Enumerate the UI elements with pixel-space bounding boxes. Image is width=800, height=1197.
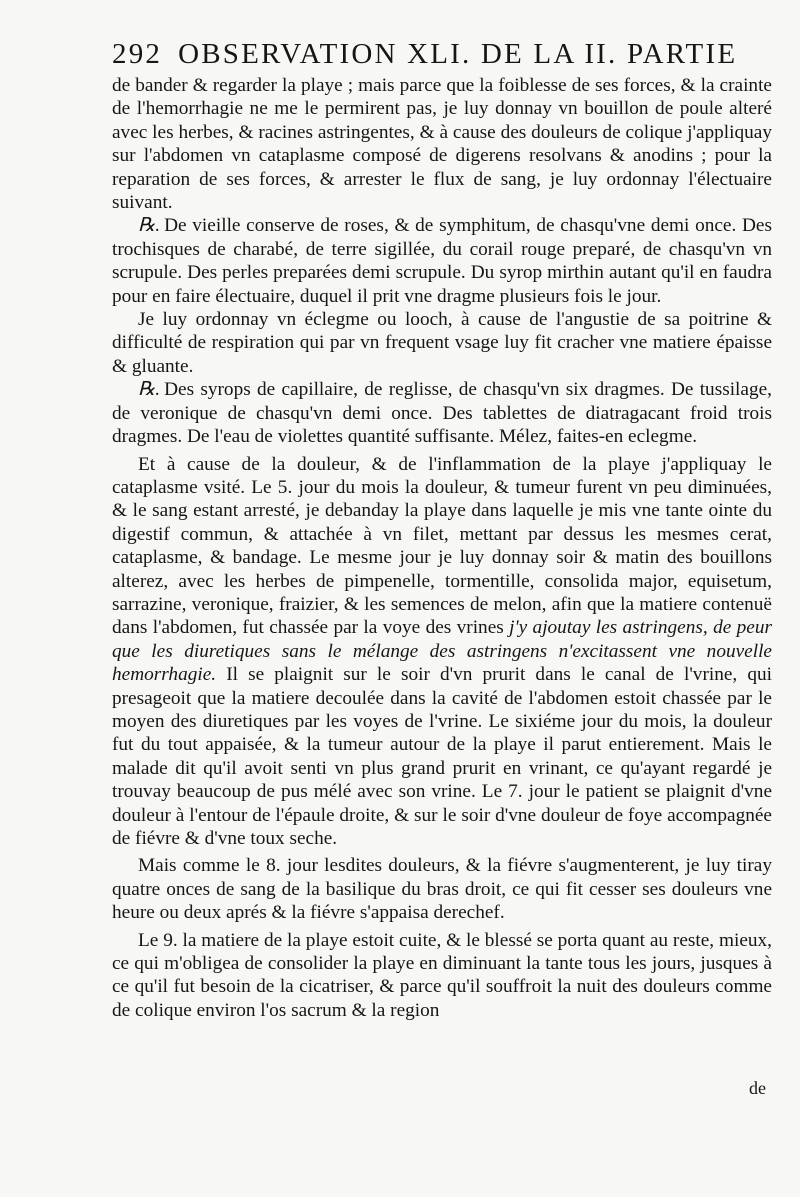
page-header	[112, 34, 772, 74]
italic-note: j'y ajoutay les astringens, de peur que les diuretiques sans le mélange des astringens n'excitassent vne nouvelle hemorrhagie.	[112, 617, 772, 686]
paragraph-3: Je luy ordonnay vn éclegme ou looch, à cause de l'angustie de sa poitrine & difficulté de respiration qui par vn frequent vsage luy fit cracher vne matiere épaisse & gluante.	[112, 309, 772, 377]
paragraph-5	[112, 453, 772, 851]
recipe-symbol: ℞.	[138, 215, 161, 237]
running-title: OBSERVATION XLI. DE LA II. PARTIE	[178, 38, 738, 70]
paragraph-5-text-b: Il se plaignit sur le soir d'vn prurit dans le canal de l'vrine, qui presageoit que la matiere decoulée dans la cavité de l'abdomen estoit chassée par le moyen des diuretiques par les voyes de l'vrine. Le sixiéme jour du mois, la douleur fut du tout appaisée, & la tumeur autour de la playe il parut entierement. Mais le malade dit qu'il avoit senti vn plus grand prurit en vrinant, ce qu'ayant regardé je trouvay beaucoup de pus mélé avec son vrine. Le 7. jour le patient se plaignit d'vne douleur à l'entour de l'épaule droite, & sur le soir d'vne douleur de foye accompagnée de fiévre & d'vne toux seche.	[112, 664, 772, 849]
paragraph-4-prescription	[112, 378, 772, 448]
paragraph-6: Mais comme le 8. jour lesdites douleurs, & la fiévre s'augmenterent, je luy tiray quatre onces de sang de la basilique du bras droit, ce qui fit cesser ses douleurs vne heure ou deux aprés & la fiévre s'appaisa derechef.	[112, 855, 772, 924]
paragraph-7: Le 9. la matiere de la playe estoit cuite, & le blessé se porta quant au reste, mieux, ce qui m'obligea de consolider la playe en diminuant la tante tous les jours, jusques à ce qu'il fut besoin de la cicatriser, & parce qu'il souffroit la nuit des douleurs comme de colique environ l'os sacrum & la region	[112, 929, 772, 1021]
catchword: de	[749, 1078, 766, 1098]
paragraph-1: de bander & regarder la playe ; mais parce que la foiblesse de ses forces, & la crainte de l'hemorrhagie ne me le permirent pas, je luy donnay vn bouillon de poule alteré avec les herbes, & racines astringentes, & à cause des douleurs de colique j'appliquay sur l'abdomen vn cataplasme composé de digerens resolvans & anodins ; pour la reparation de ses forces, & arrester le flux de sang, je luy ordonnay l'électuaire suivant.	[112, 75, 772, 214]
page-number: 292	[112, 38, 163, 70]
prescription-text: De vieille conserve de roses, & de symphitum, de chasqu'vne demi once. Des trochisques de charabé, de terre sigillée, du corail rouge preparé, de chasqu'vn vn scrupule. Des perles preparées demi scrupule. Du syrop mirthin autant qu'il en faudra pour en faire électuaire, duquel il prit vne dragme plusieurs fois le jour.	[112, 215, 772, 307]
prescription-text: Des syrops de capillaire, de reglisse, de chasqu'vn six dragmes. De tussilage, de veronique de chasqu'vn demi once. Des tablettes de diatragacant froid trois dragmes. De l'eau de violettes quantité suffisante. Mélez, faites-en eclegme.	[112, 379, 772, 448]
text-body	[112, 74, 772, 1022]
paragraph-2-prescription	[112, 214, 772, 308]
paragraph-5-text-a: Et à cause de la douleur, & de l'inflammation de la playe j'appliquay le cataplasme vsité. Le 5. jour du mois la douleur, & tumeur furent vn peu diminuées, & le sang estant arresté, je debanday la playe dans laquelle je mis vne tante ointe du digestif commun, & attachée à vn filet, mettant par dessus les mesmes cerat, cataplasme, & bandage. Le mesme jour je luy donnay soir & matin des bouillons alterez, avec les herbes de pimpenelle, tormentille, consolida major, equisetum, sarrazine, veronique, fraizier, & les semences de melon, afin que la matiere contenuë dans l'abdomen, fut chassée par la voye des vrines	[112, 453, 772, 639]
recipe-symbol: ℞.	[138, 379, 161, 401]
